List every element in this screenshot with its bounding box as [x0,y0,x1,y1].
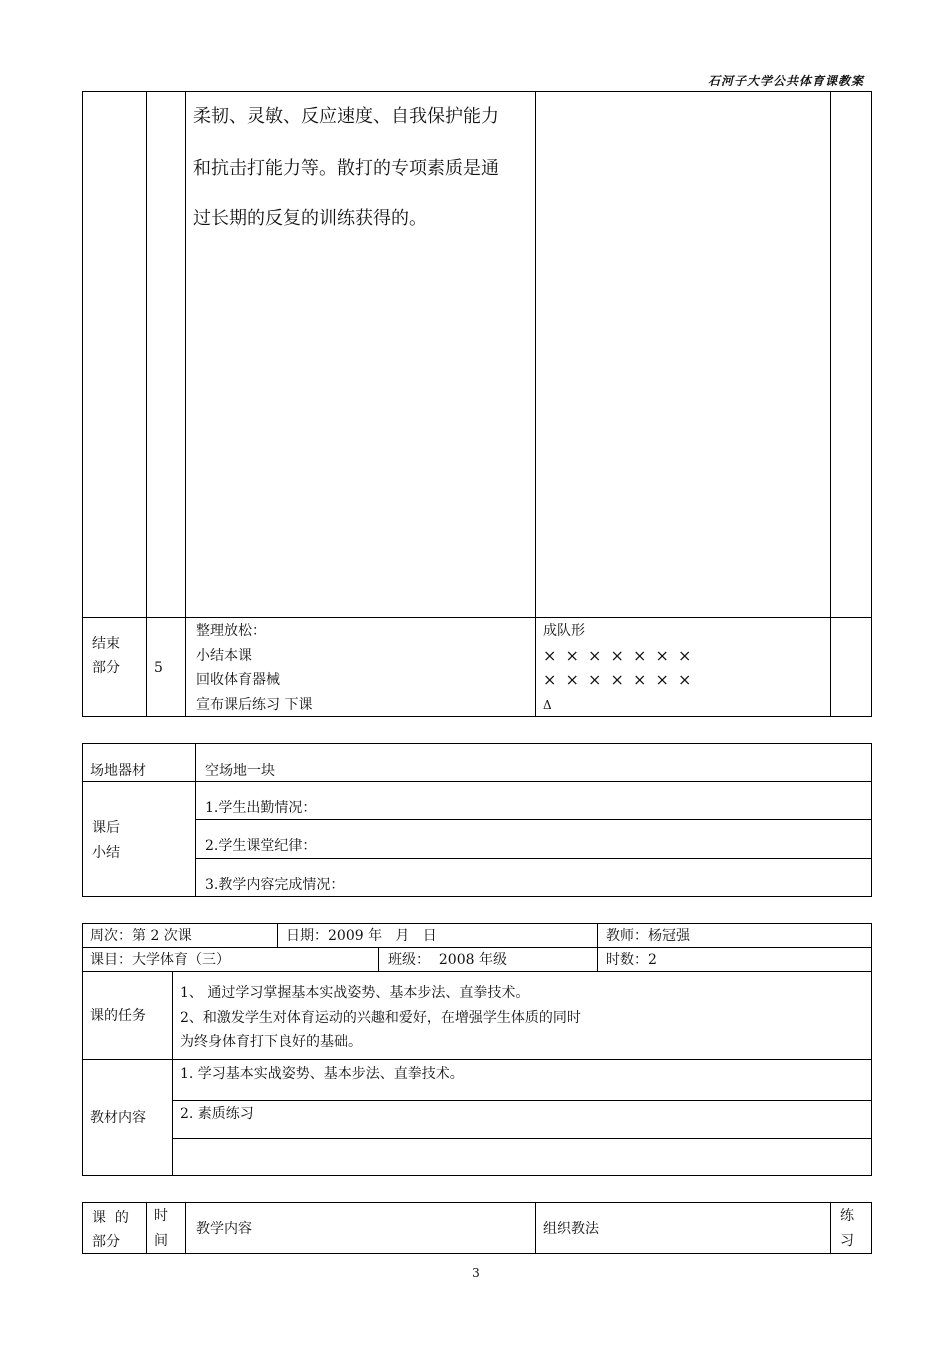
col-divider [535,1202,536,1254]
header-part: 部分 [92,1234,120,1250]
row-divider [82,1059,872,1060]
summary-item: 3.教学内容完成情况： [205,877,345,893]
header-method: 组织教法 [543,1221,599,1237]
formation-row: × × × × × × × [543,646,694,665]
ending-part-label: 部分 [92,660,120,676]
col-divider [172,971,173,1176]
col-divider [146,91,147,717]
summary-label: 课后 [92,820,120,836]
row-divider [82,781,872,782]
summary-item: 1.学生出勤情况： [205,800,317,816]
row-divider [82,617,872,618]
class-field: 班级： 2008 年级 [388,952,507,968]
header-content: 教学内容 [196,1221,252,1237]
col-divider [277,923,278,947]
ending-content-line: 整理放松： [196,623,266,639]
hours-field: 时数：2 [606,952,657,968]
task-line: 为终身体育打下良好的基础。 [180,1034,362,1050]
header-practice: 练 [840,1208,854,1224]
header-part: 课 的 [92,1210,129,1226]
summary-label: 小结 [92,845,120,861]
material-label: 教材内容 [90,1110,146,1126]
header-practice: 习 [840,1233,854,1249]
row-divider [195,858,872,859]
venue-table [82,743,872,897]
col-divider [597,923,598,971]
col-divider [195,743,196,897]
summary-item: 2.学生课堂纪律： [205,838,317,854]
col-divider [830,1202,831,1254]
teacher-mark: Δ [543,698,552,712]
teacher-field: 教师：杨冠强 [606,928,690,944]
venue-value: 空场地一块 [205,763,275,779]
material-item: 1. 学习基本实战姿势、基本步法、直拳技术。 [180,1066,464,1082]
col-divider [830,91,831,717]
task-label: 课的任务 [90,1008,146,1024]
header-time: 时 [154,1208,168,1224]
ending-content-line: 宣布课后练习 下课 [196,697,313,713]
col-divider [535,91,536,717]
formation-title: 成队形 [543,623,585,639]
ending-time: 5 [154,660,163,676]
ending-content-line: 小结本课 [196,648,252,664]
page-number: 3 [472,1266,480,1280]
course-field: 课目：大学体育（三） [90,952,230,968]
content-line: 和抗击打能力等。散打的专项素质是通 [193,158,499,179]
col-divider [185,1202,186,1254]
row-divider [195,819,872,820]
ending-content-line: 回收体育器械 [196,672,280,688]
row-divider [172,1100,872,1101]
task-line: 2、和激发学生对体育运动的兴趣和爱好，在增强学生体质的同时 [180,1010,581,1026]
col-divider [378,947,379,971]
formation-row: × × × × × × × [543,670,694,689]
week-field: 周次：第 2 次课 [90,928,192,944]
content-line: 过长期的反复的训练获得的。 [193,208,427,229]
col-divider [146,1202,147,1254]
task-line: 1、 通过学习掌握基本实战姿势、基本步法、直拳技术。 [180,985,530,1001]
document-header: 石河子大学公共体育课教案 [707,74,864,88]
date-field: 日期：2009 年 月 日 [286,928,437,944]
ending-part-label: 结束 [92,636,120,652]
content-line: 柔韧、灵敏、反应速度、自我保护能力 [193,106,499,127]
header-time: 间 [154,1233,168,1249]
row-divider [82,947,872,948]
col-divider [185,91,186,717]
material-item: 2. 素质练习 [180,1106,254,1122]
row-divider [82,971,872,972]
venue-label: 场地器材 [90,763,146,779]
row-divider [172,1138,872,1139]
